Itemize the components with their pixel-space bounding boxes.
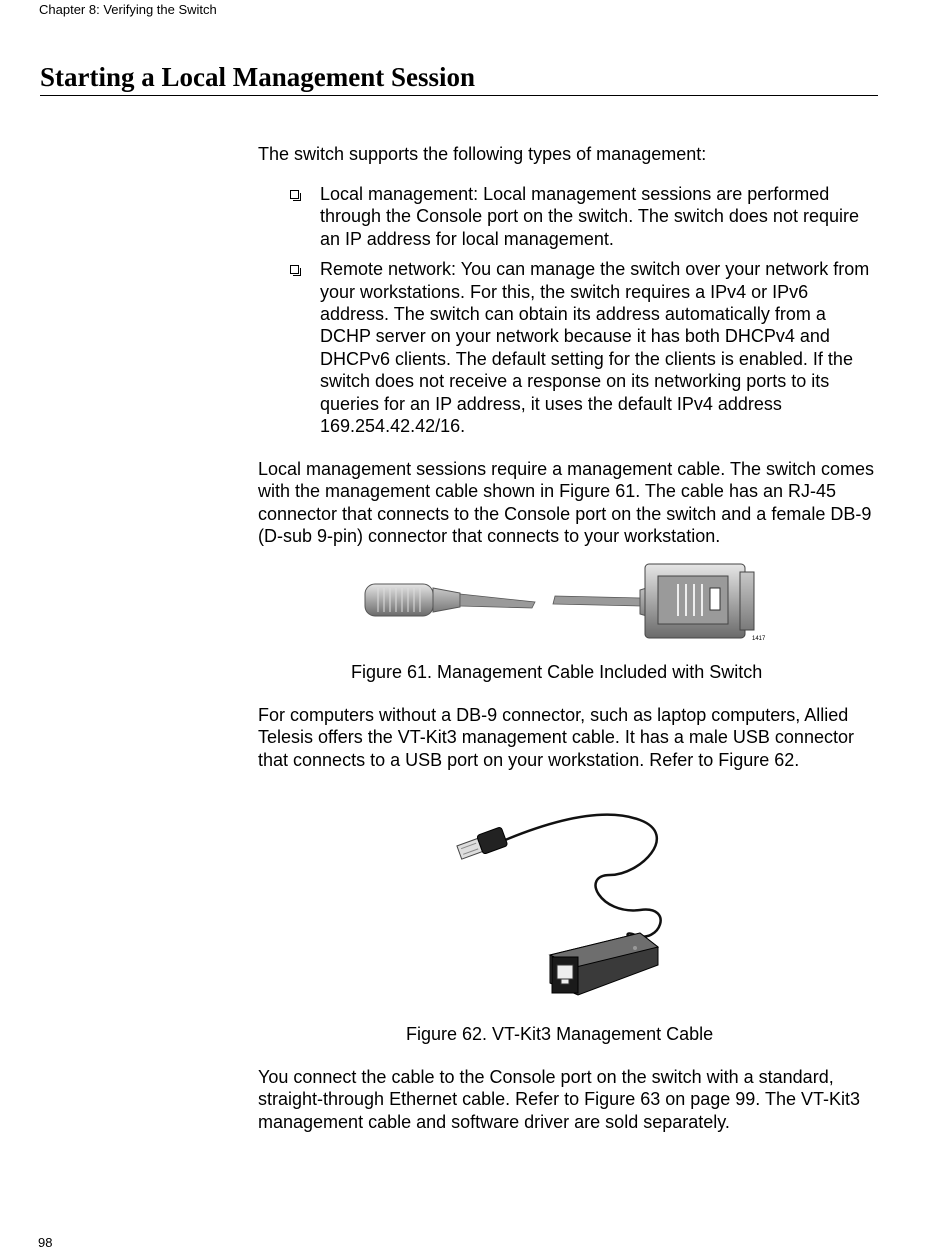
figure-62-caption: Figure 62. VT-Kit3 Management Cable: [406, 1024, 714, 1044]
running-header: Chapter 8: Verifying the Switch: [39, 2, 217, 17]
bullet-text: Remote network: You can manage the switch over your network from your workstations. For this, the switch requires a IPv4 or IPv6 address. The switch can obtain its address automatically from a DCHP server on your network because it has both DHCPv4 and DHCPv6 clients. The default setting for the clients is enabled. If the switch does not receive a response on its networking ports to its queries for an IP address, it uses the default IPv4 address 169.254.42.42/16.: [320, 259, 870, 437]
management-types-list: [290, 183, 875, 445]
vt-kit3-cable-image: [450, 805, 670, 1010]
bullet-text: Local management: Local management sessions are performed through the Console port on the switch. The switch does not require an IP address for local management.: [320, 184, 859, 249]
cable-paragraph: Local management sessions require a management cable. The switch comes with the management cable shown in Figure 61. The cable has an RJ-45 connector that connects to the Console port on the switch and a female DB-9 (D-sub 9-pin) connector that connects to your workstation.: [258, 459, 874, 547]
connect-paragraph: You connect the cable to the Console port on the switch with a standard, straight-through Ethernet cable. Refer to Figure 63 on page 99. The VT-Kit3 management cable and software driver are sold separately.: [258, 1067, 861, 1132]
list-item: [290, 258, 875, 437]
figure-tag: 1417: [752, 636, 766, 642]
page-number: 98: [38, 1235, 53, 1250]
intro-paragraph: The switch supports the following types of management:: [258, 144, 707, 164]
list-item: [290, 183, 875, 250]
title-rule: [40, 95, 878, 96]
checkbox-bullet-icon: [290, 265, 299, 274]
usb-paragraph: For computers without a DB-9 connector, such as laptop computers, Allied Telesis offers the VT-Kit3 management cable. It has a male USB connector that connects to a USB port on your workstation. Refer to Figure 62.: [258, 705, 854, 770]
checkbox-bullet-icon: [290, 190, 299, 199]
figure-61-caption: Figure 61. Management Cable Included with Switch: [351, 662, 763, 682]
management-cable-image: [360, 560, 780, 650]
section-title: Starting a Local Management Session: [40, 62, 475, 92]
